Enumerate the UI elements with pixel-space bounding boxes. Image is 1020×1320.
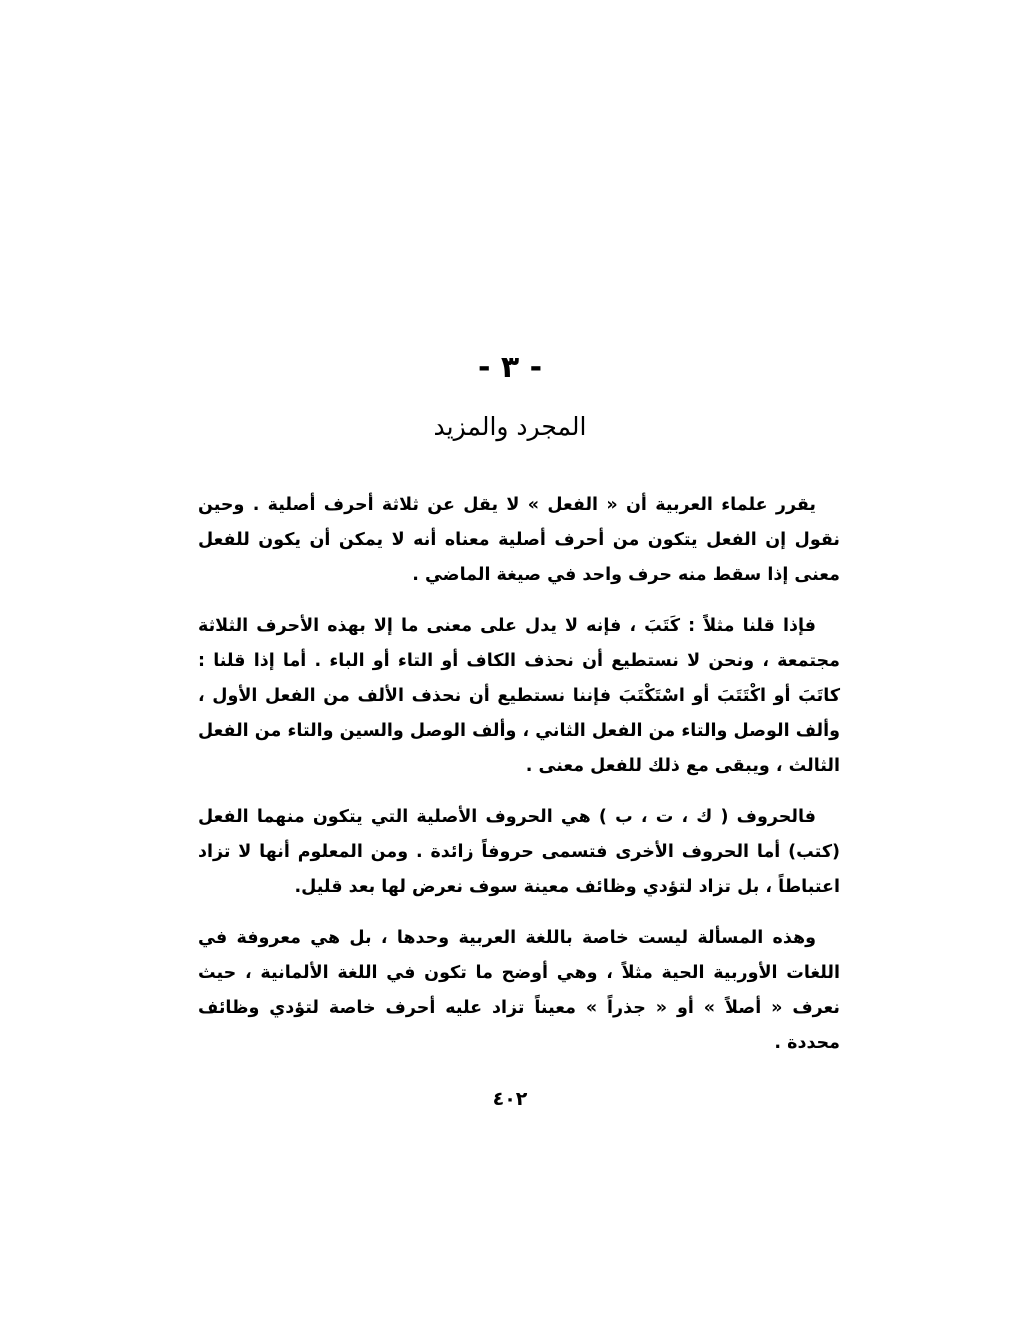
chapter-title: المجرد والمزيد — [433, 412, 587, 441]
page-number: ٤٠٢ — [492, 1088, 528, 1110]
chapter-number: - ٣ - — [477, 350, 543, 385]
paragraph: يقرر علماء العربية أن « الفعل » لا يقل عن ثلاثة أحرف أصلية . وحين نقول إن الفعل يتكون من أحرف أصلية معناه أنه لا يمكن أن يكون للفعل معنى إذا سقط منه حرف واحد في صيغة الماضي . — [198, 495, 840, 585]
body-text — [198, 488, 840, 1077]
paragraph: فالحروف ( ك ، ت ، ب ) هي الحروف الأصلية التي يتكون منهما الفعل (كتب) أما الحروف الأخرى فتسمى حروفاً زائدة . ومن المعلوم أنها لا تزاد اعتباطاً ، بل تزاد لتؤدي وظائف معينة سوف نعرض لها بعد قليل. — [198, 807, 840, 897]
paragraph: وهذه المسألة ليست خاصة باللغة العربية وحدها ، بل هي معروفة في اللغات الأوربية الحية مثلاً ، وهي أوضح ما تكون في اللغة الألمانية ، حيث نعرف « أصلاً » أو « جذراً » معيناً تزاد عليه أحرف خاصة لتؤدي وظائف محددة . — [198, 928, 840, 1053]
paragraph: فإذا قلنا مثلاً : كَتَبَ ، فإنه لا يدل على معنى ما إلا بهذه الأحرف الثلاثة مجتمعة ، ونحن لا نستطيع أن نحذف الكاف أو التاء أو الباء . أما إذا قلنا : كاتَبَ أو اكْتَتَبَ أو اسْتَكْتَبَ فإننا نستطيع أن نحذف الألف من الفعل الأول ، وألف الوصل والتاء من الفعل الثاني ، وألف الوصل والسين والتاء من الفعل الثالث ، ويبقى مع ذلك للفعل معنى . — [198, 616, 840, 776]
